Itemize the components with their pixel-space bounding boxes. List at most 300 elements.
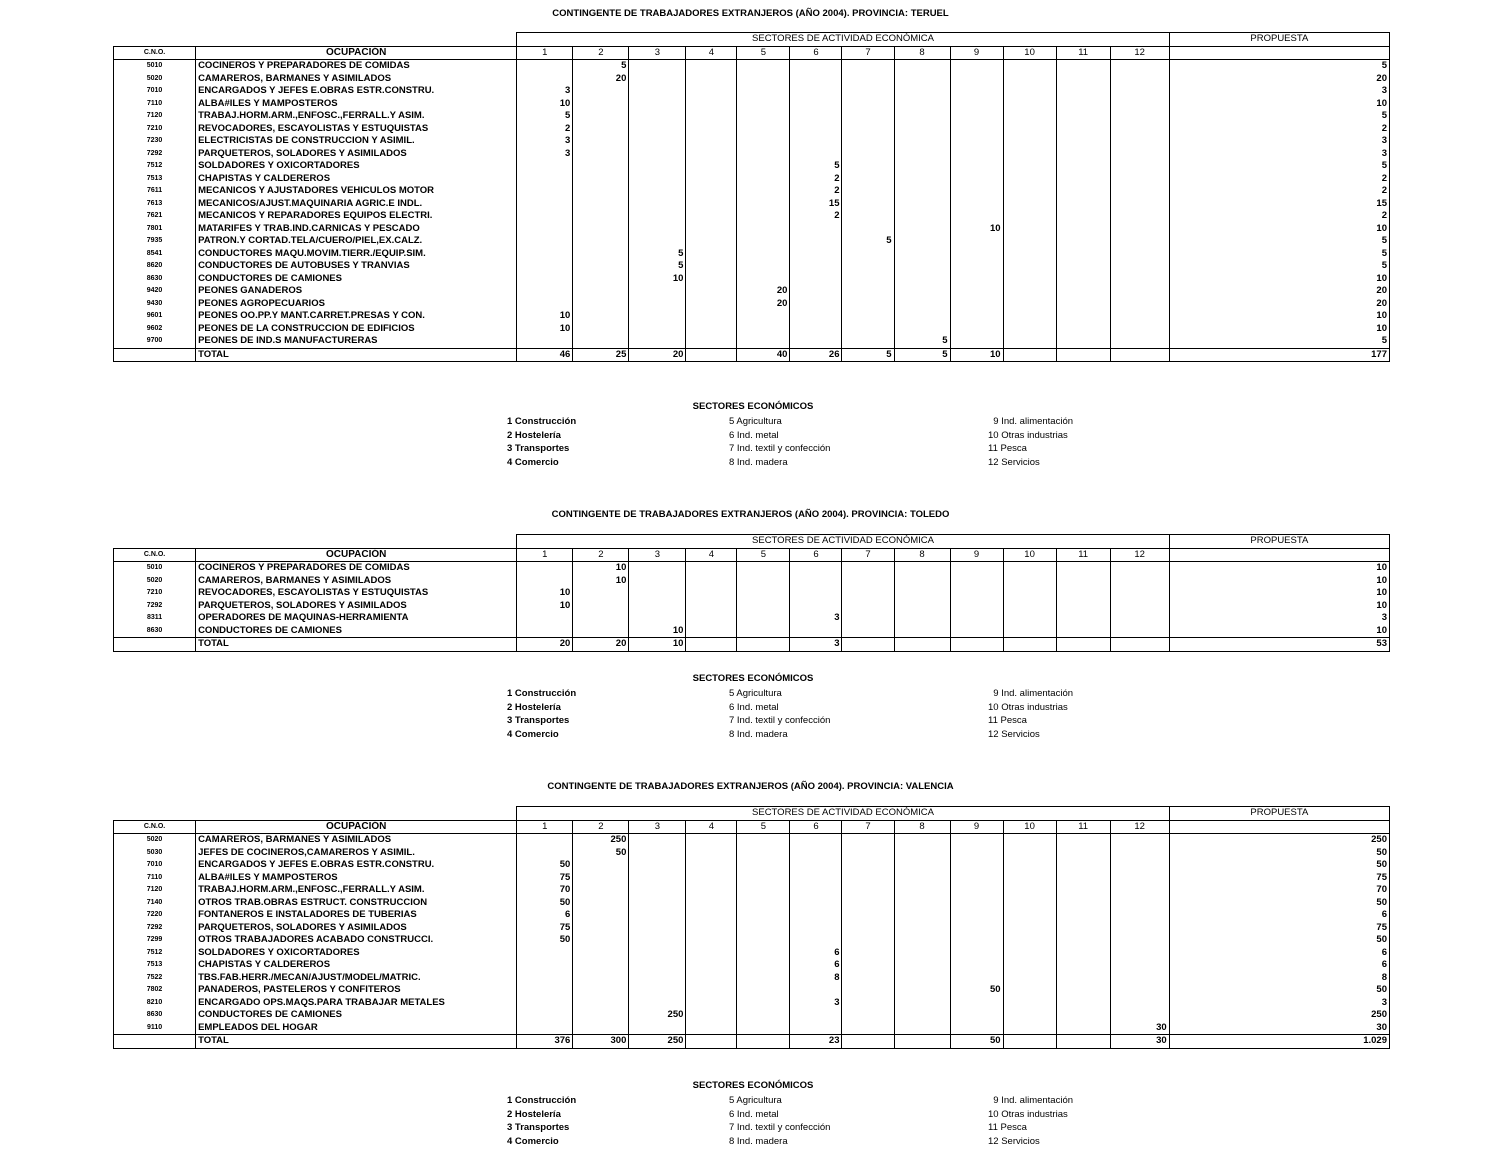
sector-cell [1056,298,1110,311]
sector-cell [737,612,790,625]
sector-cell [686,612,737,625]
occupation-name: SOLDADORES Y OXICORTADORES [196,160,517,173]
sector-cell [1003,335,1056,348]
sector-cell [1056,1022,1110,1035]
sector-cell [686,1009,737,1022]
sector-cell [842,123,894,136]
sector-cell [686,562,737,575]
legend-col-2 [729,1094,830,1148]
legend-title: SECTORES ECONÓMICOS [692,1080,814,1091]
sector-cell [790,897,842,910]
sector-cell [686,909,737,922]
sector-cell [573,934,629,947]
sector-number-header: 6 [790,820,842,834]
legend-item: 12 Servicios [988,1135,1040,1147]
sector-cell [517,625,573,638]
sector-cell [1110,934,1169,947]
sector-cell [842,173,894,186]
sector-cell [842,160,894,173]
sector-cell [686,1022,737,1035]
proposal-value: 20 [1169,73,1389,86]
sector-cell [686,60,737,73]
total-row [114,348,1390,362]
section-title: CONTINGENTE DE TRABAJADORES EXTRANJEROS (AÑO 2004). PROVINCIA: VALENCIA [547,781,954,792]
legend-item: 10 Otras industrias [988,1108,1068,1120]
sector-cell [950,997,1003,1010]
sector-cell [1003,85,1056,98]
sector-cell [573,587,629,600]
sector-cell [629,972,686,985]
header-blank [114,807,517,821]
sector-cell [573,248,629,261]
total-sector-cell [737,1035,790,1049]
sector-cell [894,612,950,625]
cno-header: C.N.O. [114,820,196,834]
sector-cell [573,884,629,897]
sector-cell [950,173,1003,186]
sector-cell: 3 [517,85,573,98]
sector-cell [1003,972,1056,985]
sector-cell [1056,160,1110,173]
sector-cell [1110,587,1169,600]
sector-cell [950,73,1003,86]
sector-cell [1003,248,1056,261]
occupation-name: REVOCADORES, ESCAYOLISTAS Y ESTUQUISTAS [196,587,517,600]
table-row [114,847,1390,860]
proposal-value: 3 [1169,135,1389,148]
sector-cell: 6 [790,947,842,960]
total-sector-cell: 300 [573,1035,629,1049]
sector-cell [842,210,894,223]
sector-cell [790,235,842,248]
sector-cell [1110,884,1169,897]
sector-cell [686,972,737,985]
legend-col-2 [729,415,830,469]
cno-code: 7522 [114,972,196,985]
sector-cell [737,897,790,910]
table-row [114,285,1390,298]
table-row [114,323,1390,336]
sector-cell: 10 [950,223,1003,236]
sector-cell [1003,612,1056,625]
table-row [114,587,1390,600]
sector-cell [1056,959,1110,972]
legend-item: 4 Comercio [507,456,559,468]
total-sector-cell: 23 [790,1035,842,1049]
sector-cell [737,625,790,638]
sector-cell [894,285,950,298]
total-sector-cell: 25 [573,348,629,362]
sector-cell [1110,859,1169,872]
total-sector-cell: 5 [842,348,894,362]
proposal-value: 5 [1169,235,1389,248]
sector-cell [1003,235,1056,248]
sector-cell [842,922,894,935]
sector-cell [737,73,790,86]
sector-cell [517,223,573,236]
sector-number-header: 10 [1003,548,1056,562]
sector-cell [686,872,737,885]
contingent-table [113,32,1390,362]
sector-cell [1110,285,1169,298]
sector-cell [573,625,629,638]
sector-cell [842,310,894,323]
sector-cell [950,260,1003,273]
sector-cell [790,335,842,348]
sector-cell [1110,298,1169,311]
sector-cell [950,285,1003,298]
total-sector-cell: 30 [1110,1035,1169,1049]
sector-cell [686,85,737,98]
sector-cell [950,160,1003,173]
sector-cell [1110,310,1169,323]
proposal-subheader [1169,820,1389,834]
sector-cell [1003,173,1056,186]
sector-cell [790,859,842,872]
sector-cell [686,98,737,111]
sector-cell [790,285,842,298]
sector-cell [842,135,894,148]
proposal-value: 50 [1169,847,1389,860]
proposal-value: 5 [1169,335,1389,348]
sector-cell [1003,198,1056,211]
cno-code: 7621 [114,210,196,223]
sector-cell [894,997,950,1010]
cno-code: 7935 [114,235,196,248]
sector-cell [737,984,790,997]
occupation-name: PANADEROS, PASTELEROS Y CONFITEROS [196,984,517,997]
cno-code: 7292 [114,922,196,935]
cno-code: 5030 [114,847,196,860]
sector-cell [790,625,842,638]
sector-cell [686,859,737,872]
sector-cell [517,972,573,985]
sector-cell [686,310,737,323]
sector-cell [686,73,737,86]
sector-cell [1003,834,1056,847]
sector-cell [894,1022,950,1035]
sector-cell [842,1022,894,1035]
sector-cell [1056,235,1110,248]
sector-cell [573,922,629,935]
sector-number-header: 4 [686,820,737,834]
sector-cell [842,984,894,997]
sector-cell [894,73,950,86]
sector-cell [629,897,686,910]
sector-cell [1056,972,1110,985]
proposal-value: 50 [1169,984,1389,997]
sector-number-header: 8 [894,46,950,60]
sector-cell [629,600,686,613]
sector-cell [1110,60,1169,73]
sector-cell: 30 [1110,1022,1169,1035]
table-row [114,135,1390,148]
cno-code: 9601 [114,310,196,323]
total-sector-cell [1056,638,1110,652]
sector-cell [842,934,894,947]
table-row [114,198,1390,211]
sector-cell: 6 [517,909,573,922]
occupation-name: CONDUCTORES DE CAMIONES [196,625,517,638]
sector-cell [790,1009,842,1022]
total-sector-cell [894,638,950,652]
sector-cell [950,972,1003,985]
proposal-value: 75 [1169,872,1389,885]
sector-cell [629,834,686,847]
sector-cell [737,947,790,960]
sector-cell [842,625,894,638]
sector-cell: 250 [629,1009,686,1022]
sector-cell [894,872,950,885]
cno-code: 7292 [114,600,196,613]
sector-cell [1003,947,1056,960]
legend-item: 7 Ind. textil y confección [729,1122,831,1133]
sector-cell [1056,1009,1110,1022]
sector-cell [1110,612,1169,625]
sector-cell [1056,148,1110,161]
sector-cell [950,612,1003,625]
sector-cell [517,160,573,173]
sector-cell [842,285,894,298]
sector-cell [629,173,686,186]
cno-code: 9420 [114,285,196,298]
total-sector-cell: 20 [629,348,686,362]
sector-cell [1110,148,1169,161]
legend-item: 2 Hostelería [507,1108,561,1120]
cno-code: 7611 [114,185,196,198]
sector-number-header: 4 [686,548,737,562]
table-row [114,625,1390,638]
sector-cell [629,98,686,111]
sector-cell [894,248,950,261]
sector-cell [1003,897,1056,910]
header-blank [114,535,517,549]
sector-cell [629,235,686,248]
sector-number-header: 6 [790,46,842,60]
sector-number-header: 12 [1110,548,1169,562]
sector-cell [1110,972,1169,985]
sector-cell [573,110,629,123]
sector-cell [1003,872,1056,885]
table-row [114,600,1390,613]
table-row [114,160,1390,173]
legend-col-1 [507,687,576,741]
sector-cell [950,210,1003,223]
sector-cell [842,872,894,885]
sector-cell [894,897,950,910]
sector-cell: 2 [517,123,573,136]
legend-item: 4 Comercio [507,728,559,740]
sector-cell [790,60,842,73]
sector-cell [842,997,894,1010]
legend-item: 10 Otras industrias [988,701,1068,713]
sector-cell [790,323,842,336]
occupation-name: CONDUCTORES MAQU.MOVIM.TIERR./EQUIP.SIM. [196,248,517,261]
sector-cell [950,148,1003,161]
sector-cell: 10 [573,575,629,588]
sector-cell [1003,600,1056,613]
sector-cell [629,323,686,336]
sector-cell [842,60,894,73]
sector-cell [686,834,737,847]
sector-cell [1056,98,1110,111]
sector-cell [842,600,894,613]
sector-cell [1056,625,1110,638]
sector-cell [1056,260,1110,273]
sector-cell [1003,934,1056,947]
cno-code: 7120 [114,884,196,897]
sector-cell [737,884,790,897]
sector-cell [790,110,842,123]
sector-cell [1056,135,1110,148]
sector-cell [1056,285,1110,298]
sector-cell [573,85,629,98]
sector-cell [629,884,686,897]
sector-cell [573,984,629,997]
sector-cell [629,185,686,198]
total-sector-cell: 5 [894,348,950,362]
sector-cell [686,148,737,161]
sector-cell [517,60,573,73]
total-sector-cell: 250 [629,1035,686,1049]
table-row [114,562,1390,575]
sector-number-header: 6 [790,548,842,562]
sector-cell [517,959,573,972]
section-title: CONTINGENTE DE TRABAJADORES EXTRANJEROS (AÑO 2004). PROVINCIA: TOLEDO [551,509,950,520]
sector-cell [842,223,894,236]
table-row [114,110,1390,123]
sector-cell [517,847,573,860]
sector-cell [517,185,573,198]
sector-cell [1110,335,1169,348]
sector-cell [1110,872,1169,885]
sector-cell: 6 [790,959,842,972]
sector-cell [737,859,790,872]
table-row [114,148,1390,161]
sector-cell [894,934,950,947]
occupation-name: ENCARGADOS Y JEFES E.OBRAS ESTR.CONSTRU. [196,859,517,872]
occupation-name: OTROS TRABAJADORES ACABADO CONSTRUCCI. [196,934,517,947]
sector-cell [573,872,629,885]
contingent-table [113,806,1390,1049]
cno-code: 8311 [114,612,196,625]
sector-cell [894,984,950,997]
sector-number-header: 12 [1110,820,1169,834]
table-row [114,223,1390,236]
table-row [114,947,1390,960]
sector-cell [894,834,950,847]
sector-cell [517,210,573,223]
sector-cell: 2 [790,210,842,223]
sector-cell [1003,625,1056,638]
sector-cell [629,872,686,885]
sector-cell [1003,210,1056,223]
sector-cell [1110,947,1169,960]
sector-cell [1003,73,1056,86]
proposal-value: 70 [1169,884,1389,897]
sector-cell [629,60,686,73]
proposal-value: 5 [1169,110,1389,123]
sector-cell [894,148,950,161]
total-label: TOTAL [196,348,517,362]
sector-cell [950,884,1003,897]
sector-cell [950,298,1003,311]
sector-cell [894,85,950,98]
sector-cell [573,959,629,972]
sector-cell [629,223,686,236]
sector-number-header: 3 [629,820,686,834]
sector-cell [1056,872,1110,885]
table-row [114,897,1390,910]
sector-number-header: 3 [629,46,686,60]
cno-code: 8620 [114,260,196,273]
proposal-value: 2 [1169,173,1389,186]
sector-cell [517,335,573,348]
sector-cell [1003,1009,1056,1022]
total-proposal: 53 [1169,638,1389,652]
occupation-name: PARQUETEROS, SOLADORES Y ASIMILADOS [196,600,517,613]
sector-cell [1110,110,1169,123]
proposal-value: 250 [1169,1009,1389,1022]
sector-cell [517,947,573,960]
sector-cell [737,834,790,847]
sector-cell [573,273,629,286]
legend-item: 10 Otras industrias [988,429,1068,441]
cno-code: 7110 [114,872,196,885]
sector-cell [573,859,629,872]
proposal-value: 250 [1169,834,1389,847]
occupation-name: CAMAREROS, BARMANES Y ASIMILADOS [196,73,517,86]
sector-cell [629,123,686,136]
proposal-header: PROPUESTA [1169,33,1389,47]
sector-cell [1110,173,1169,186]
sector-cell [1003,323,1056,336]
sector-number-header: 1 [517,46,573,60]
sector-cell [686,223,737,236]
sector-cell [686,959,737,972]
sector-cell [686,997,737,1010]
sector-number-header: 8 [894,820,950,834]
sector-cell [517,173,573,186]
total-sector-cell [1003,348,1056,362]
table-row [114,834,1390,847]
cno-code: 7110 [114,98,196,111]
sector-cell [737,123,790,136]
sector-cell [842,273,894,286]
legend-item: 11 Pesca [988,443,1027,454]
sector-cell [573,160,629,173]
occupation-name: PEONES AGROPECUARIOS [196,298,517,311]
occupation-name: PEONES GANADEROS [196,285,517,298]
sector-cell [1056,273,1110,286]
sector-cell [790,310,842,323]
sector-cell: 10 [629,625,686,638]
cno-code: 7512 [114,160,196,173]
cno-code: 5020 [114,575,196,588]
proposal-value: 5 [1169,248,1389,261]
sector-cell: 3 [517,135,573,148]
sector-cell [629,575,686,588]
sector-cell [686,248,737,261]
table-row [114,612,1390,625]
total-blank [114,1035,196,1049]
sector-cell [950,248,1003,261]
legend-item: 5 Agricultura [729,1095,782,1106]
sector-cell [737,922,790,935]
cno-code: 8541 [114,248,196,261]
sector-cell [842,260,894,273]
cno-code: 7230 [114,135,196,148]
